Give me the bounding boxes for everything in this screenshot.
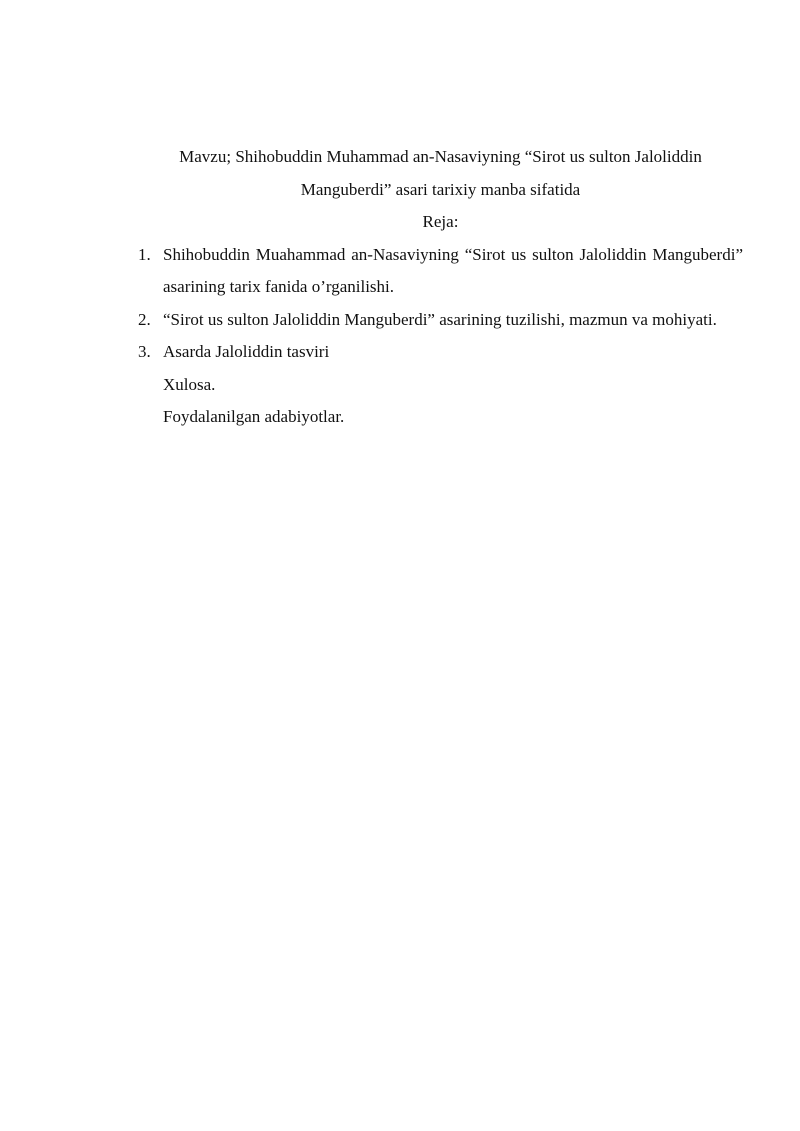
plan-heading: Reja:	[422, 212, 459, 231]
plan-list	[138, 239, 743, 369]
conclusion-line: Xulosa.	[163, 374, 216, 394]
document-title: Mavzu; Shihobuddin Muhammad an-Nasaviyning “Sirot us sulton Jaloliddin Manguberdi” asari tarixiy manba sifatida	[179, 147, 702, 199]
plan-item-number: 1.	[138, 244, 151, 264]
plan-item	[138, 304, 743, 337]
document-content	[138, 141, 743, 434]
plan-item-text: “Sirot us sulton Jaloliddin Manguberdi” asarining tuzilishi, mazmun va mohiyati.	[163, 309, 717, 329]
plan-item	[138, 239, 743, 304]
plan-item-text: Asarda Jaloliddin tasviri	[163, 342, 330, 361]
plan-item-number: 3.	[138, 342, 151, 361]
plan-item-number: 2.	[138, 309, 151, 329]
plan-item	[138, 336, 743, 369]
references-line: Foydalanilgan adabiyotlar.	[163, 407, 345, 426]
plan-item-text: Shihobuddin Muahammad an-Nasaviyning “Sirot us sulton Jaloliddin Manguberdi” asarining tarix fanida o’rganilishi.	[163, 244, 743, 296]
